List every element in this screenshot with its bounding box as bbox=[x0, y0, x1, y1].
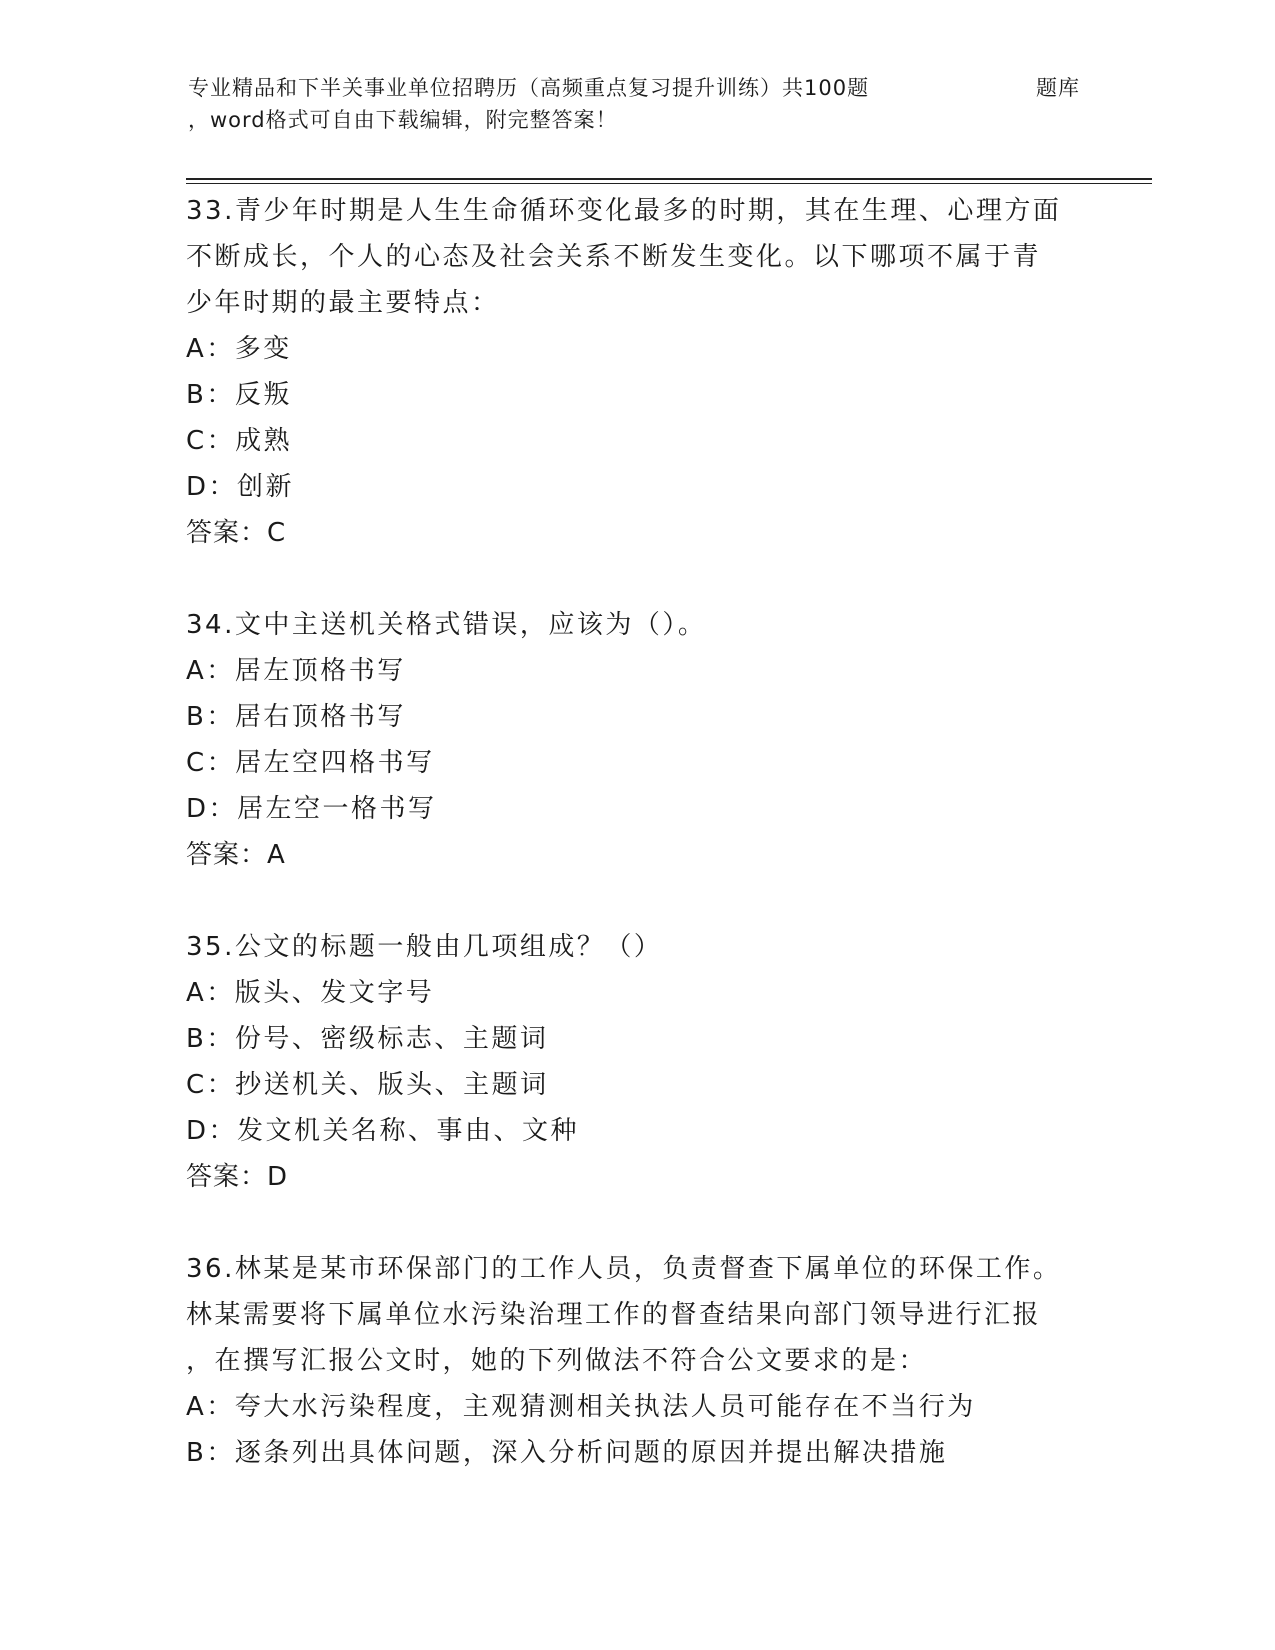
question-stem-line: 36.林某是某市环保部门的工作人员，负责督查下属单位的环保工作。 bbox=[186, 1254, 1062, 1284]
option-a: A：夸大水污染程度，主观猜测相关执法人员可能存在不当行为 bbox=[186, 1392, 976, 1422]
question-list bbox=[186, 188, 1086, 1476]
question-stem-line: 林某需要将下属单位水污染治理工作的督查结果向部门领导进行汇报 bbox=[186, 1300, 1042, 1330]
option-a: A：居左顶格书写 bbox=[186, 656, 406, 686]
question-stem-line: ，在撰写汇报公文时，她的下列做法不符合公文要求的是： bbox=[186, 1346, 928, 1376]
question-stem-line: 35.公文的标题一般由几项组成？（） bbox=[186, 932, 663, 962]
answer-line: 答案：C bbox=[186, 518, 287, 548]
question-34 bbox=[186, 602, 1086, 878]
question-stem-line: 少年时期的最主要特点： bbox=[186, 288, 500, 318]
question-stem-line: 34.文中主送机关格式错误，应该为（）。 bbox=[186, 610, 707, 640]
option-c: C：成熟 bbox=[186, 426, 293, 456]
question-33 bbox=[186, 188, 1086, 556]
question-stem-line: 不断成长，个人的心态及社会关系不断发生变化。以下哪项不属于青 bbox=[186, 242, 1042, 272]
answer-line: 答案：D bbox=[186, 1162, 289, 1192]
question-36 bbox=[186, 1246, 1086, 1476]
question-35 bbox=[186, 924, 1086, 1200]
option-d: D：创新 bbox=[186, 472, 295, 502]
header-tag: 题库 bbox=[1036, 76, 1080, 100]
question-stem-line: 33.青少年时期是人生生命循环变化最多的时期，其在生理、心理方面 bbox=[186, 196, 1062, 226]
answer-line: 答案：A bbox=[186, 840, 286, 870]
option-b: B：居右顶格书写 bbox=[186, 702, 406, 732]
option-d: D：发文机关名称、事由、文种 bbox=[186, 1116, 580, 1146]
header-rule-thin bbox=[186, 183, 1152, 184]
option-c: C：抄送机关、版头、主题词 bbox=[186, 1070, 549, 1100]
header-title: 专业精品和下半关事业单位招聘历（高频重点复习提升训练）共100题 bbox=[188, 76, 870, 100]
header-rule-thick bbox=[186, 178, 1152, 180]
header-line-1 bbox=[188, 72, 1080, 104]
option-b: B：份号、密级标志、主题词 bbox=[186, 1024, 549, 1054]
option-a: A：版头、发文字号 bbox=[186, 978, 435, 1008]
header-subtitle: ，word格式可自由下载编辑，附完整答案！ bbox=[188, 108, 618, 132]
option-c: C：居左空四格书写 bbox=[186, 748, 435, 778]
option-b: B：逐条列出具体问题，深入分析问题的原因并提出解决措施 bbox=[186, 1438, 948, 1468]
option-a: A：多变 bbox=[186, 334, 292, 364]
page-header bbox=[188, 72, 1088, 136]
option-d: D：居左空一格书写 bbox=[186, 794, 437, 824]
option-b: B：反叛 bbox=[186, 380, 292, 410]
